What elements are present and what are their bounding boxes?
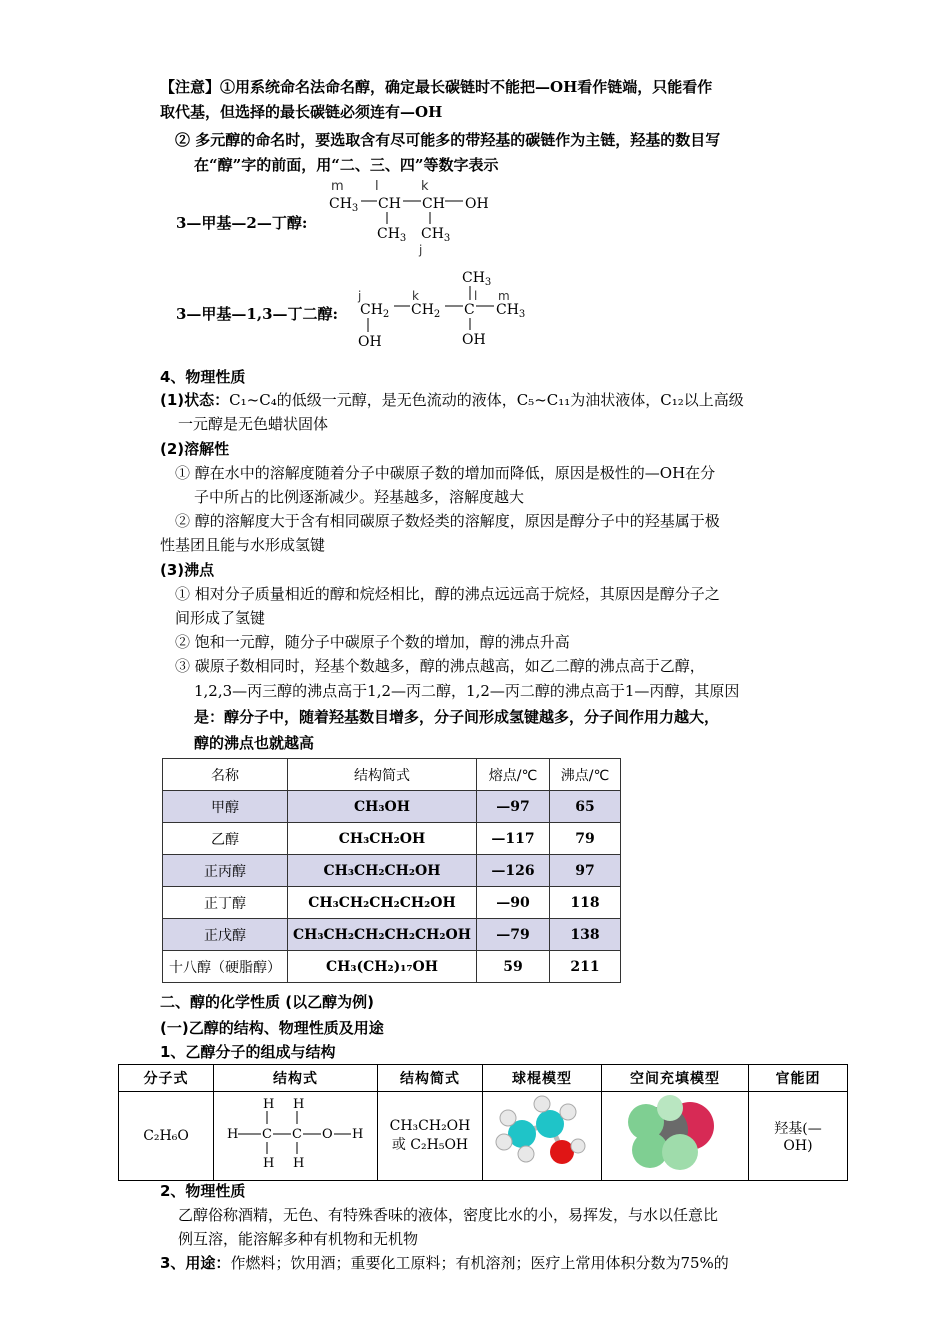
svg-text:CH2: $CH_2$: [411, 302, 441, 320]
simplified-formula: CH₃CH₂OH 或 C₂H₅OH: [378, 1092, 483, 1181]
svg-text:H: H: [226, 1127, 238, 1142]
mark-j: j: [419, 243, 423, 257]
physical-heading: 4、物理性质: [160, 368, 246, 386]
svg-text:O: O: [321, 1127, 333, 1142]
table-row: 正丙醇 CH₃CH₂CH₂OH —126 97: [163, 855, 621, 887]
space-filling-model-image: [620, 1094, 730, 1174]
svg-text:H: H: [292, 1097, 304, 1112]
svg-text:H: H: [351, 1127, 363, 1142]
svg-text:CH2: $CH_2$: [360, 302, 390, 320]
boiling-1-line-2: 间形成了氢键: [175, 609, 266, 627]
svg-text:CH3: $CH_3$: [377, 226, 407, 244]
boiling-3-line-2: 1,2,3—丙三醇的沸点高于1,2—丙二醇，1,2—丙二醇的沸点高于1—丙醇，其原因: [194, 682, 740, 700]
svg-text:CH3: $CH_3$: [496, 302, 526, 320]
svg-text:CH: CH: [378, 196, 401, 212]
boiling-2: ② 饱和一元醇，随分子中碳原子个数的增加，醇的沸点升高: [175, 633, 570, 651]
note-1-line-1: 【注意】①用系统命名法命名醇，确定最长碳链时不能把—OH看作链端，只能看作: [160, 78, 713, 96]
ethanol-structure-table: [118, 1064, 848, 1181]
example-2-structure: [350, 266, 540, 352]
solubility-1-line-1: ① 醇在水中的溶解度随着分子中碳原子数的增加而降低，原因是极性的—OH在分: [175, 464, 716, 482]
boiling-label: (3)沸点: [160, 561, 215, 579]
table-row: [119, 1092, 848, 1181]
state-line-2: 一元醇是无色蜡状固体: [178, 415, 329, 433]
col-formula: 结构简式: [288, 759, 477, 791]
ethanol-phys-line-2: 例互溶，能溶解多种有机物和无机物: [178, 1230, 419, 1248]
svg-text:C: C: [291, 1127, 302, 1142]
space-filling-model: [602, 1092, 749, 1181]
svg-text:H: H: [292, 1156, 304, 1171]
ethanol-phys-line-1: 乙醇俗称酒精，无色、有特殊香味的液体，密度比水的小，易挥发，与水以任意比: [178, 1206, 719, 1224]
ethanol-structural-formula: [221, 1094, 371, 1174]
mark-k: k: [421, 180, 429, 194]
col-name: 名称: [163, 759, 288, 791]
svg-text:CH: CH: [422, 196, 445, 212]
svg-text:CH3: $CH_3$: [462, 270, 492, 288]
mark-m2: m: [498, 289, 510, 303]
svg-text:H: H: [262, 1156, 274, 1171]
solubility-1-line-2: 子中所占的比例逐渐减少。羟基越多，溶解度越大: [194, 488, 525, 506]
mark-k2: k: [412, 289, 419, 303]
svg-text:H: H: [262, 1097, 274, 1112]
structural-formula: [214, 1092, 378, 1181]
ch3-left: $CH_3$: [329, 196, 359, 214]
chem-sub-1: (一)乙醇的结构、物理性质及用途: [160, 1019, 384, 1037]
solubility-label: (2)溶解性: [160, 440, 230, 458]
alcohol-properties-table: [162, 758, 621, 983]
table-row: 正戊醇 CH₃CH₂CH₂CH₂CH₂OH —79 138: [163, 919, 621, 951]
solubility-2-line-2: 性基团且能与水形成氢键: [160, 536, 326, 554]
mark-l: l: [375, 180, 379, 194]
mark-m: m: [331, 180, 344, 194]
mark-j2: j: [358, 289, 362, 303]
example-1-name: 3—甲基—2—丁醇:: [176, 214, 308, 232]
ethanol-phys-heading: 2、物理性质: [160, 1182, 246, 1200]
col-mp: 熔点/℃: [477, 759, 550, 791]
example-1-structure: [325, 180, 505, 260]
ball-stick-model: [483, 1092, 602, 1181]
ball-and-stick-model-image: [492, 1094, 592, 1174]
svg-text:OH: OH: [465, 196, 489, 212]
state-line-1: (1)状态：C₁~C₄的低级一元醇，是无色流动的液体，C₅~C₁₁为油状液体，C₁₂以上高级: [160, 391, 744, 409]
oh-2: OH: [462, 332, 486, 348]
svg-text:CH3: $CH_3$: [421, 226, 451, 244]
uses-line: 3、用途：作燃料；饮用酒；重要化工原料；有机溶剂；医疗上常用体积分数为75%的: [160, 1254, 729, 1272]
note-1-line-2: 取代基，但选择的最长碳链必须连有—OH: [160, 103, 443, 121]
example-2-name: 3—甲基—1,3—丁二醇:: [176, 305, 339, 323]
molecular-formula: C₂H₆O: [119, 1092, 214, 1181]
table-row: 甲醇 CH₃OH —97 65: [163, 791, 621, 823]
table-row: 乙醇 CH₃CH₂OH —117 79: [163, 823, 621, 855]
table-row: 正丁醇 CH₃CH₂CH₂CH₂OH —90 118: [163, 887, 621, 919]
svg-text:C: C: [261, 1127, 272, 1142]
note-2-line-1: ② 多元醇的命名时，要选取含有尽可能多的带羟基的碳链作为主链，羟基的数目写: [175, 131, 721, 149]
chem-heading: 二、醇的化学性质 (以乙醇为例): [160, 993, 374, 1011]
solubility-2-line-1: ② 醇的溶解度大于含有相同碳原子数烃类的溶解度，原因是醇分子中的羟基属于极: [175, 512, 720, 530]
boiling-3-line-4: 醇的沸点也就越高: [194, 734, 315, 752]
mark-l2: l: [474, 289, 478, 303]
functional-group: 羟基(— OH): [749, 1092, 848, 1181]
chem-sub-2: 1、乙醇分子的组成与结构: [160, 1043, 336, 1061]
table-header-row: 分子式 结构式 结构简式 球棍模型 空间充填模型 官能团: [119, 1065, 848, 1092]
note-2-line-2: 在“醇”字的前面，用“二、三、四”等数字表示: [194, 156, 499, 174]
boiling-1-line-1: ① 相对分子质量相近的醇和烷烃相比，醇的沸点远远高于烷烃，其原因是醇分子之: [175, 585, 720, 603]
svg-text:C: C: [464, 302, 475, 318]
table-header-row: [163, 759, 621, 791]
boiling-3-line-3: 是：醇分子中，随着羟基数目增多，分子间形成氢键越多，分子间作用力越大，: [194, 708, 720, 726]
oh-1: OH: [358, 334, 382, 350]
boiling-3-line-1: ③ 碳原子数相同时，羟基个数越多，醇的沸点越高，如乙二醇的沸点高于乙醇，: [175, 657, 705, 675]
col-bp: 沸点/℃: [550, 759, 621, 791]
table-row: 十八醇（硬脂醇） CH₃(CH₂)₁₇OH 59 211: [163, 951, 621, 983]
